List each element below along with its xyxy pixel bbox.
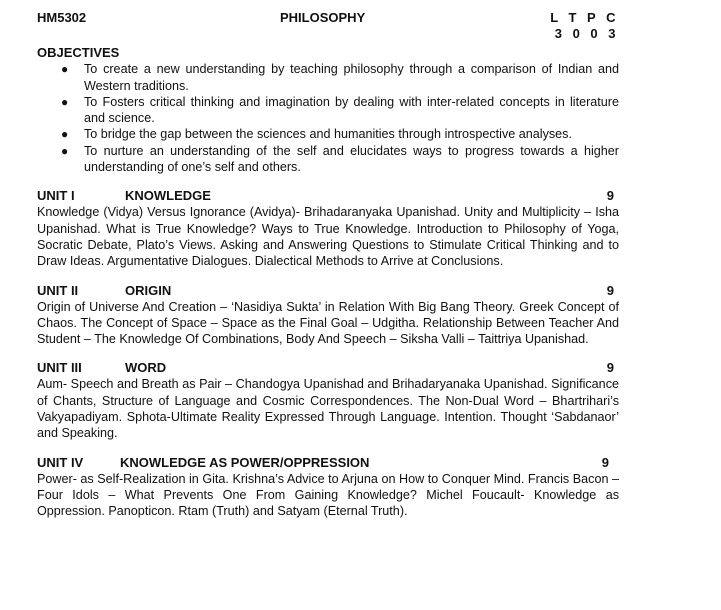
objectives-heading: OBJECTIVES	[37, 45, 120, 60]
bullet-icon: ●	[61, 127, 69, 142]
syllabus-document	[37, 10, 619, 520]
unit-section	[37, 455, 619, 520]
unit-section	[37, 283, 619, 348]
course-code: HM5302	[37, 10, 87, 25]
objective-text: To create a new understanding by teaching philosophy through a comparison of Indian and Western traditions.	[84, 62, 619, 93]
unit-body: Origin of Universe And Creation – ‘Nasidiya Sukta’ in Relation With Big Bang Theory. Greek Concept of Chaos. The Concept of Space – Space as the Final Goal – Udgitha. Relationship Between Teacher And Student – The Knowledge Of Combinations, Body And Speech – Siksha Valli – Taittriya Upanishad.	[37, 299, 619, 347]
unit-section	[37, 360, 619, 441]
unit-title: KNOWLEDGE AS POWER/OPPRESSION	[120, 454, 370, 470]
unit-heading	[37, 188, 619, 204]
unit-heading	[37, 360, 619, 376]
objective-item	[37, 94, 619, 127]
objective-text: To nurture an understanding of the self and elucidates ways to progress towards a higher understanding of one’s self and others.	[84, 143, 619, 175]
bullet-icon: ●	[61, 62, 69, 77]
unit-label: UNIT II	[37, 282, 79, 298]
unit-section	[37, 188, 619, 269]
ltpc-header: L T P C	[550, 10, 619, 25]
bullet-icon: ●	[61, 143, 69, 158]
unit-title: ORIGIN	[125, 282, 172, 298]
ltpc-block	[550, 10, 619, 42]
objective-text: To Fosters critical thinking and imagination by dealing with inter-related concepts in literature and science.	[84, 94, 619, 126]
unit-body: Power- as Self-Realization in Gita. Krishna’s Advice to Arjuna on How to Conquer Mind. Francis Bacon – Four Idols – What Prevents One From Gaining Knowledge? Michel Foucault- Knowledge as Oppression. Panopticon. Rtam (Truth) and Satyam (Eternal Truth).	[37, 471, 619, 519]
unit-hours: 9	[601, 454, 609, 470]
unit-body: Aum- Speech and Breath as Pair – Chandogya Upanishad and Brihadaryanaka Upanishad. Significance of Chants, Structure of Language and Cosmic Correspondences. The Non-Dual Word – Bhartrihari’s Vakyapadiyam. Sphota-Ultimate Reality Expressed Through Language. Intention. Thought ‘Sabdanaor’ and Speaking.	[37, 377, 619, 441]
unit-title: WORD	[125, 360, 167, 376]
objective-item	[37, 143, 619, 176]
unit-title: KNOWLEDGE	[125, 188, 211, 204]
unit-label: UNIT I	[37, 188, 75, 204]
unit-hours: 9	[606, 360, 614, 376]
objective-item	[37, 61, 619, 94]
unit-label: UNIT IV	[37, 454, 84, 470]
course-title: PHILOSOPHY	[280, 10, 366, 25]
course-header	[37, 10, 619, 44]
objective-item	[37, 126, 619, 142]
unit-heading	[37, 283, 619, 299]
unit-hours: 9	[606, 282, 614, 298]
objectives-list	[37, 61, 619, 175]
bullet-icon: ●	[61, 94, 69, 109]
unit-body: Knowledge (Vidya) Versus Ignorance (Avidya)- Brihadaranyaka Upanishad. Unity and Multiplicity – Isha Upanishad. What is True Knowledge? Ways to True Knowledge. Introduction to Philosophy of Yoga, Socratic Debate, Plato’s Views. Asking and Answering Questions to Stimulate Critical Thinking and to Draw Ideas. Argumentative Dialogues. Dialectical Methods to Arrive at Conclusions.	[37, 205, 619, 269]
objective-text: To bridge the gap between the sciences and humanities through introspective analyses.	[84, 127, 572, 142]
unit-label: UNIT III	[37, 360, 82, 376]
unit-heading	[37, 455, 619, 471]
unit-hours: 9	[606, 188, 614, 204]
ltpc-values: 3 0 0 3	[554, 26, 619, 41]
